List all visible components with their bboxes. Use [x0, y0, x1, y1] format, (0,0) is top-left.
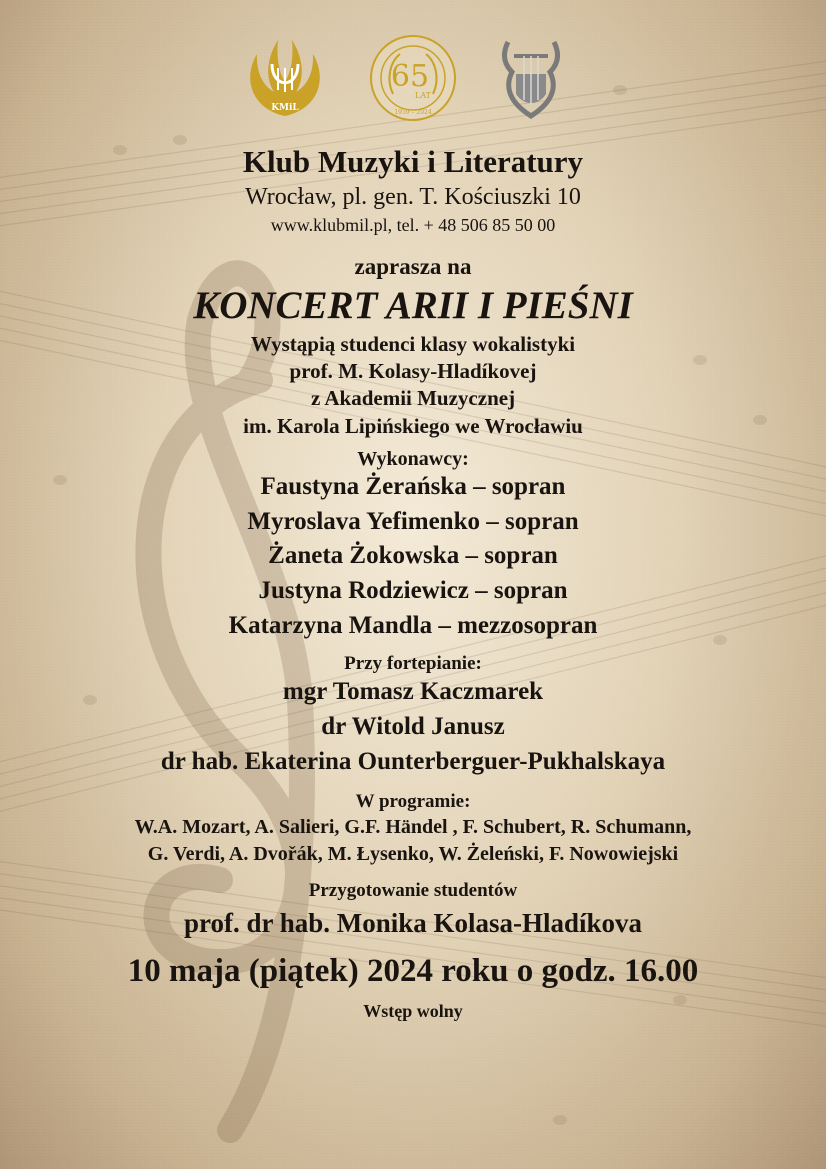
description-line: prof. M. Kolasy-Hladíkovej — [289, 359, 537, 384]
concert-title: KONCERT ARII I PIEŚNI — [193, 284, 633, 328]
preparation-name: prof. dr hab. Monika Kolasa-Hladíkova — [183, 908, 643, 939]
program-label: W programie: — [355, 790, 471, 812]
description-line: z Akademii Muzycznej — [310, 386, 516, 411]
program-line: W.A. Mozart, A. Salieri, G.F. Händel , F. Schubert, R. Schumann, — [134, 816, 692, 839]
logo-row — [0, 34, 826, 122]
anniversary-seal-icon — [368, 34, 458, 122]
pianist: dr Witold Janusz — [321, 713, 505, 741]
performer: Faustyna Żerańska – sopran — [260, 472, 566, 500]
seal-number: 65 — [390, 59, 430, 94]
lyre-flame-logo-icon — [242, 34, 328, 118]
lyre-logo-icon — [498, 34, 564, 120]
performer: Żaneta Żokowska – sopran — [268, 542, 558, 570]
pianist: mgr Tomasz Kaczmarek — [282, 678, 544, 706]
club-contact: www.klubmil.pl, tel. + 48 506 85 50 00 — [270, 215, 556, 236]
pianist: dr hab. Ekaterina Ounterberguer-Pukhalskaya — [160, 747, 666, 775]
logo-kmil-text: KMiL — [271, 103, 299, 113]
club-address: Wrocław, pl. gen. T. Kościuszki 10 — [245, 183, 581, 210]
invitation-content — [0, 140, 826, 1022]
preparation-label: Przygotowanie studentów — [308, 880, 518, 902]
performer: Myroslava Yefimenko – sopran — [247, 507, 579, 535]
description-line: im. Karola Lipińskiego we Wrocławiu — [243, 413, 583, 438]
entry-info: Wstęp wolny — [363, 1001, 463, 1022]
seal-years: 1959 – 2024 — [394, 109, 432, 116]
performer: Katarzyna Mandla – mezzosopran — [228, 611, 598, 639]
concert-date: 10 maja (piątek) 2024 roku o godz. 16.00 — [127, 953, 699, 990]
description-line: Wystąpią studenci klasy wokalistyki — [250, 332, 576, 357]
invite-text: zaprasza na — [354, 253, 472, 279]
performer: Justyna Rodziewicz – sopran — [258, 577, 568, 605]
club-name: Klub Muzyki i Literatury — [242, 144, 584, 179]
program-line: G. Verdi, A. Dvořák, M. Łysenko, W. Żeleński, F. Nowowiejski — [147, 843, 679, 866]
performers-label: Wykonawcy: — [357, 447, 469, 470]
piano-label: Przy fortepianie: — [344, 652, 482, 674]
seal-unit: LAT — [415, 91, 431, 100]
